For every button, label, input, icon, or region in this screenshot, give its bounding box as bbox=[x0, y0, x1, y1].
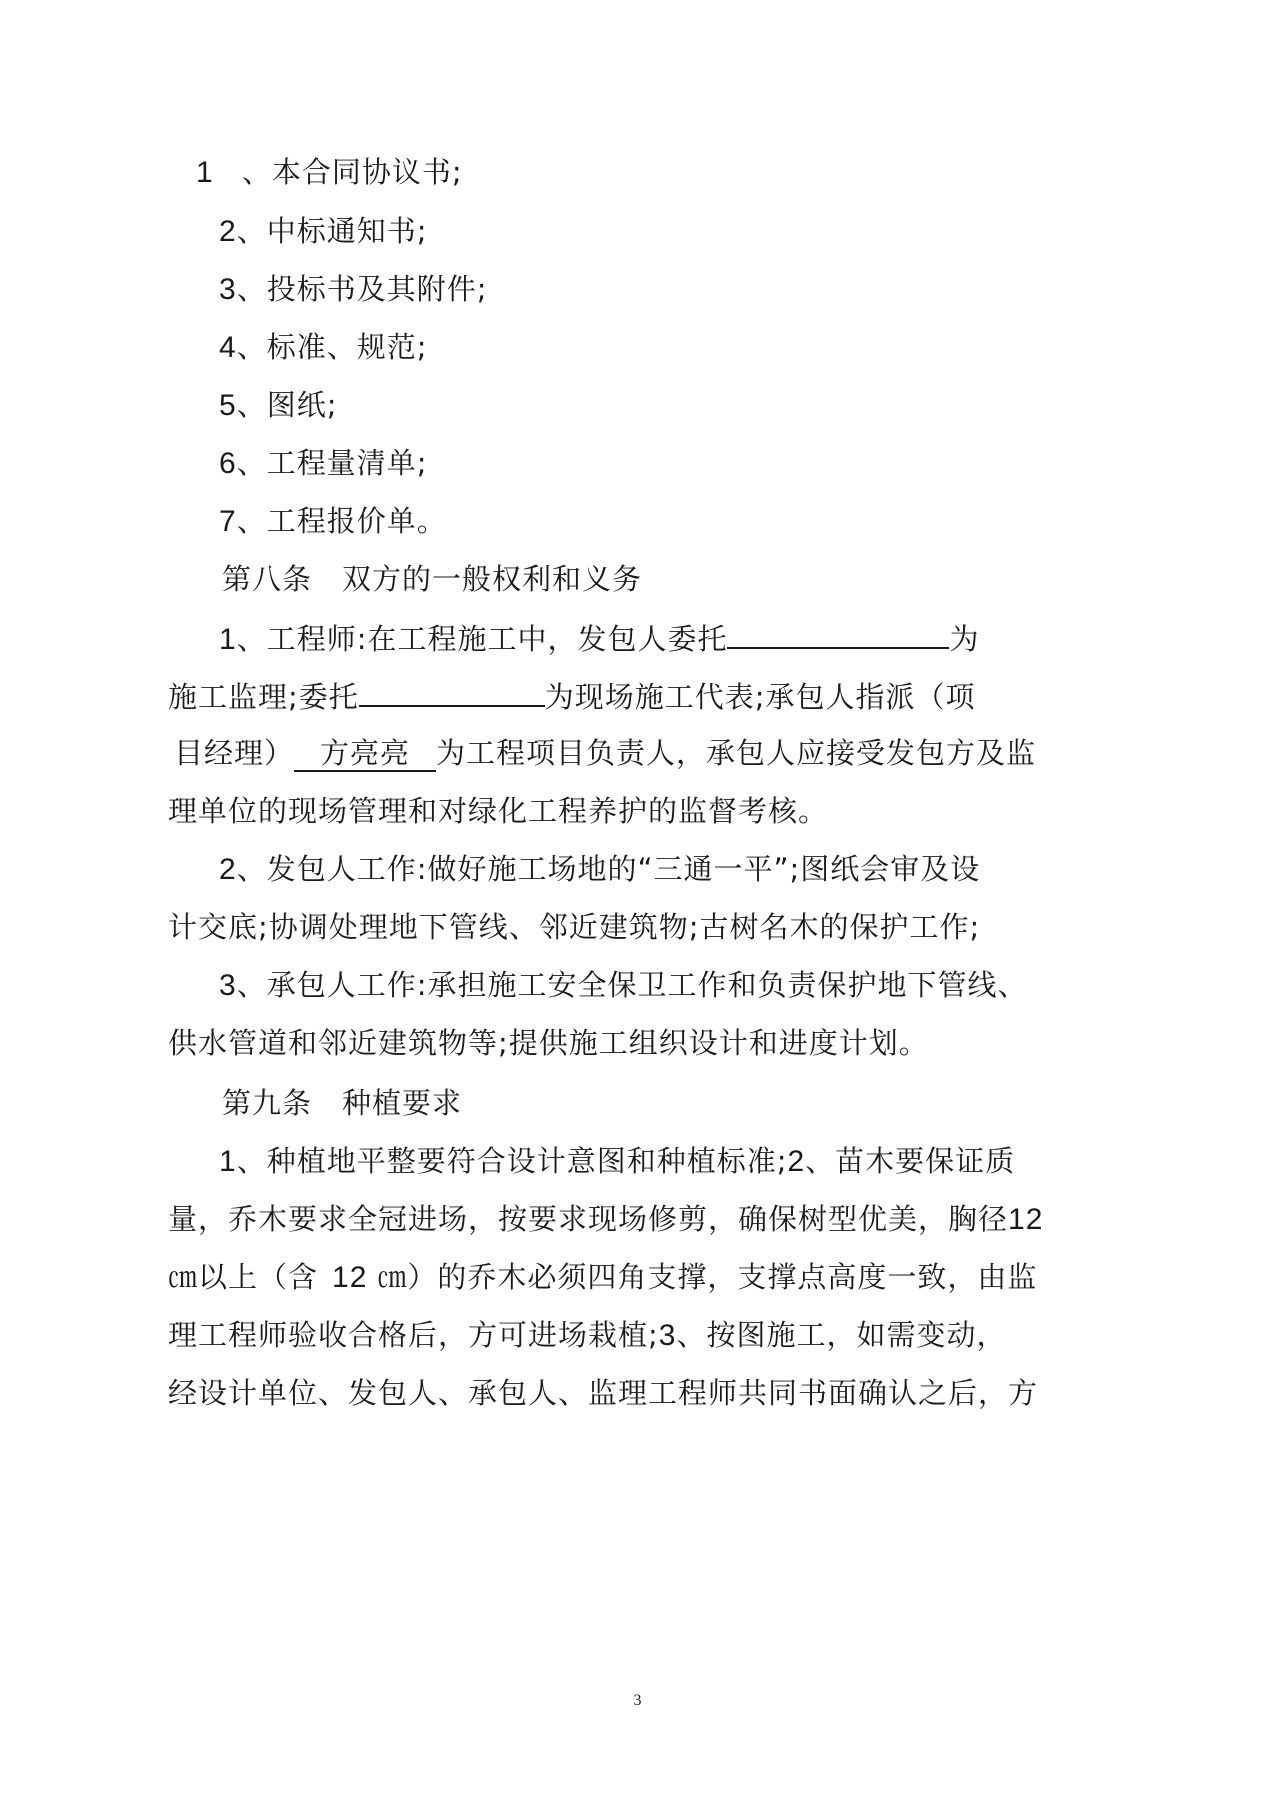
article-8-paragraph-1-line-4: 理单位的现场管理和对绿化工程养护的监督考核。 bbox=[168, 794, 829, 828]
list-item: 5、图纸; bbox=[219, 388, 338, 422]
site-representative-blank bbox=[359, 675, 545, 707]
list-item: 4、标准、规范; bbox=[219, 330, 428, 364]
page-number: 3 bbox=[633, 1692, 642, 1709]
list-item: 6、工程量清单; bbox=[219, 446, 428, 480]
article-8-paragraph-2-line-1: 2、发包人工作:做好施工场地的“三通一平”;图纸会审及设 bbox=[219, 852, 981, 886]
article-8-paragraph-3-line-1: 3、承包人工作:承担施工安全保卫工作和负责保护地下管线、 bbox=[219, 968, 1028, 1002]
article-9-line-1: 1、种植地平整要符合设计意图和种植标准;2、苗木要保证质 bbox=[219, 1144, 1016, 1178]
article-8-paragraph-1-line-3: 目经理） 方亮亮 为工程项目负责人，承包人应接受发包方及监 bbox=[174, 736, 1037, 770]
list-item: 7、工程报价单。 bbox=[219, 504, 447, 538]
article-8-paragraph-3-line-2: 供水管道和邻近建筑物等;提供施工组织设计和进度计划。 bbox=[168, 1026, 929, 1060]
article-9-line-3: ㎝以上（含 12 ㎝）的乔木必须四角支撑，支撑点高度一致，由监 bbox=[168, 1260, 1038, 1294]
article-9-line-5: 经设计单位、发包人、承包人、监理工程师共同书面确认之后，方 bbox=[168, 1376, 1039, 1410]
article-8-paragraph-1-line-2: 施工监理;委托 为现场施工代表;承包人指派（项 bbox=[168, 675, 976, 717]
engineer-blank bbox=[727, 617, 949, 649]
article-8-paragraph-1-line-1: 1、工程师:在工程施工中，发包人委托 为 bbox=[219, 617, 979, 660]
list-item: 2、中标通知书; bbox=[219, 214, 428, 248]
article-9-heading: 第九条 种植要求 bbox=[222, 1086, 463, 1120]
article-8-heading: 第八条 双方的一般权利和义务 bbox=[222, 562, 643, 596]
article-8-paragraph-2-line-2: 计交底;协调处理地下管线、邻近建筑物;古树名木的保护工作; bbox=[168, 910, 981, 944]
list-item: 1 、本合同协议书; bbox=[196, 155, 463, 189]
article-9-line-2: 量，乔木要求全冠进场，按要求现场修剪，确保树型优美，胸径12 bbox=[168, 1202, 1044, 1236]
project-manager-name: 方亮亮 bbox=[294, 736, 436, 772]
list-item: 3、投标书及其附件; bbox=[219, 272, 488, 306]
article-9-line-4: 理工程师验收合格后，方可进场栽植;3、按图施工，如需变动， bbox=[168, 1318, 1007, 1352]
